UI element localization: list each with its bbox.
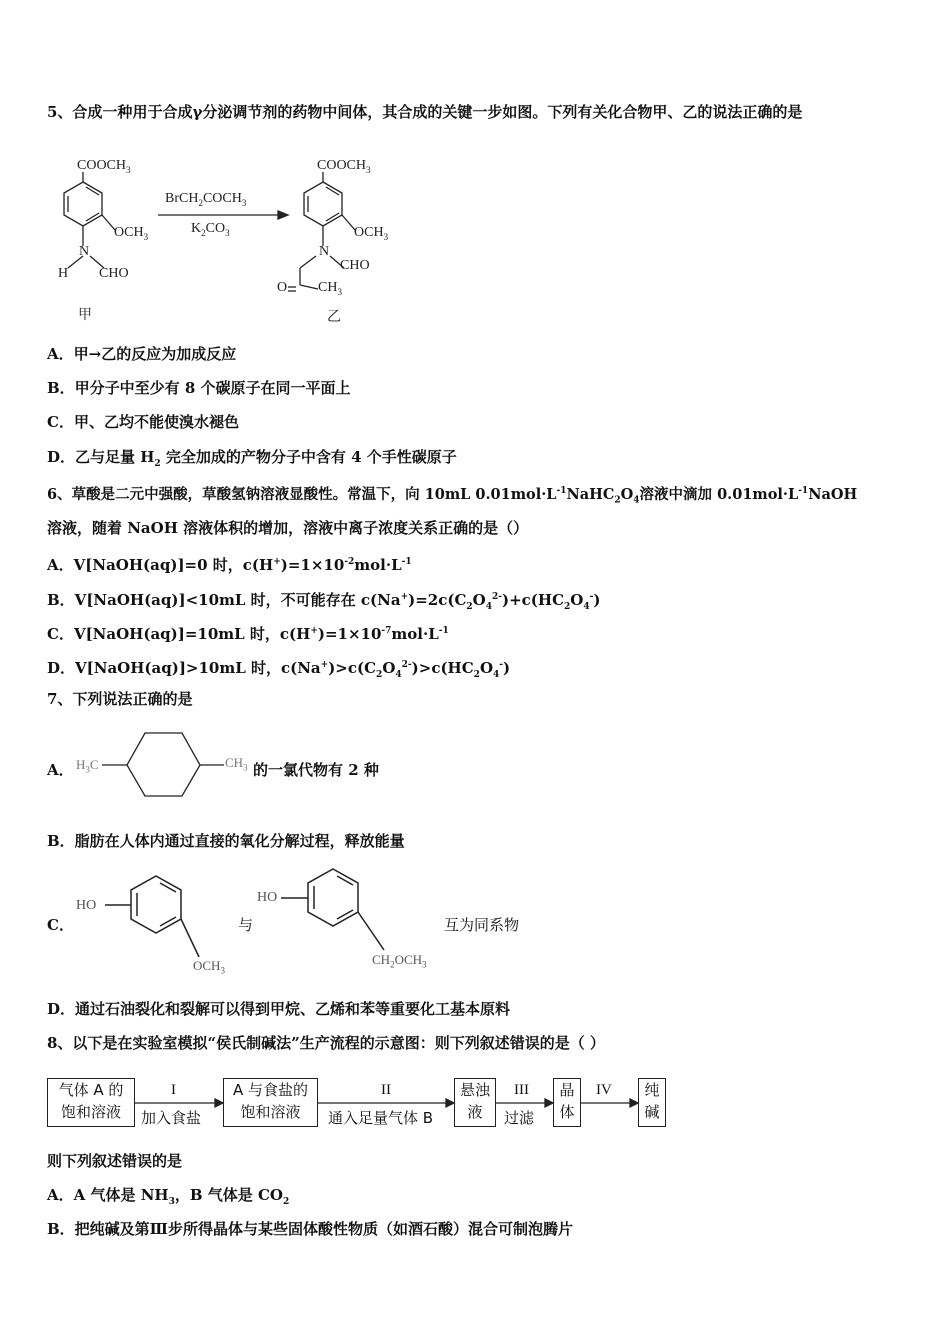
q8-flow-step2-num: II <box>381 1082 391 1098</box>
q8-flow-box-4-line2: 体 <box>559 1103 575 1121</box>
q5-option-b: B．甲分子中至少有 8 个碳原子在同一平面上 <box>47 379 351 397</box>
q7-option-a-ch3: $CH_3$ <box>225 755 248 773</box>
q7-option-c-och3: $OCH_3$ <box>193 958 225 976</box>
q8-flow-step3-text: 过滤 <box>504 1109 535 1127</box>
q8-stem: 8、以下是在实验室模拟“侯氏制碱法”生产流程的示意图：则下列叙述错误的是（ ） <box>47 1034 605 1052</box>
q8-flow-step1-text: 加入食盐 <box>141 1109 202 1127</box>
q8-option-b: B．把纯碱及第Ⅲ步所得晶体与某些固体酸性物质（如酒石酸）混合可制泡腾片 <box>47 1220 573 1238</box>
q6-option-b: B．V[NaOH(aq)]<10mL 时，不可能存在 $c(Na^+)=2c(C_2O_4^{2-})+c(HC_2O_4^-)$ <box>47 591 601 612</box>
q8-flow-box-5-line2: 碱 <box>644 1103 660 1121</box>
q5-right-och3: $OCH_3$ <box>354 225 389 242</box>
q5-label-yi: 乙 <box>327 309 341 325</box>
q5-left-cooch3: $COOCH_3$ <box>77 158 131 175</box>
q7-option-c-text: 互为同系物 <box>444 916 520 934</box>
q5-left-n: N <box>79 244 90 259</box>
q7-option-c-ho1: HO <box>76 898 97 913</box>
q7-option-d: D．通过石油裂化和裂解可以得到甲烷、乙烯和苯等重要化工基本原料 <box>47 1000 511 1018</box>
q5-reagent-top: $BrCH_2COCH_3$ <box>165 191 247 208</box>
q5-stem: 5、合成一种用于合成γ分泌调节剂的药物中间体，其合成的关键一步如图。下列有关化合物甲、乙的说法正确的是 <box>47 103 803 121</box>
q6-stem-line1: 6、草酸是二元中强酸，草酸氢钠溶液显酸性。常温下，向 10mL $0.01mol\cdot L^{-1}NaHC_2O_4$溶液中滴加 $0.01mol\cdot L^{-1}NaOH$ <box>47 485 858 506</box>
q5-left-cho: CHO <box>99 266 129 281</box>
q8-stem2: 则下列叙述错误的是 <box>47 1152 183 1170</box>
q5-right-cho: CHO <box>340 258 370 273</box>
q7-stem: 7、下列说法正确的是 <box>47 690 193 708</box>
q7-option-c-label: C． <box>47 916 74 934</box>
q8-flow-step3-num: III <box>514 1082 529 1098</box>
q6-option-c: C．V[NaOH(aq)]=10mL 时，$c(H^+)=1\times 10^{-7}mol\cdot L^{-1}$ <box>47 625 449 643</box>
q7-option-b: B．脂肪在人体内通过直接的氧化分解过程，释放能量 <box>47 832 405 850</box>
q6-stem-line2: 溶液，随着 NaOH 溶液体积的增加，溶液中离子浓度关系正确的是（） <box>47 519 529 537</box>
q8-flow-step2-text: 通入足量气体 B <box>328 1109 434 1127</box>
q8-flow-box-4-line1: 晶 <box>559 1081 575 1099</box>
q5-left-och3: $OCH_3$ <box>114 225 149 242</box>
q5-right-n: N <box>319 244 330 259</box>
q5-left-h: H <box>58 266 69 281</box>
q8-flow-step1-num: I <box>171 1082 176 1098</box>
q8-flow-box-1-line1: 气体 A 的 <box>58 1081 124 1099</box>
q7-option-c-ho2: HO <box>257 890 278 905</box>
q7-option-c-ch2och3: $CH_2OCH_3$ <box>372 952 427 970</box>
q5-right-ch3: $CH_3$ <box>318 280 342 297</box>
q5-option-d: D．乙与足量 $H_2$ 完全加成的产物分子中含有 4 个手性碳原子 <box>47 448 457 469</box>
q8-flow-box-2-line1: A 与食盐的 <box>232 1081 309 1099</box>
q8-flow-box-3-line2: 液 <box>467 1103 483 1121</box>
q7-option-a-label: A． <box>47 761 74 779</box>
q5-label-jia: 甲 <box>78 307 92 323</box>
q5-reagent-bottom: $K_2CO_3$ <box>191 221 230 238</box>
q5-right-o: O <box>277 280 288 295</box>
q8-flow-step4-num: IV <box>596 1082 612 1098</box>
q8-flow-box-1-line2: 饱和溶液 <box>60 1103 121 1121</box>
q6-option-a: A．V[NaOH(aq)]=0 时，$c(H^+)=1\times 10^{-2}mol\cdot L^{-1}$ <box>47 556 412 574</box>
q5-option-a: A．甲→乙的反应为加成反应 <box>47 345 237 363</box>
q8-flow-box-2-line2: 饱和溶液 <box>240 1103 301 1121</box>
q7-option-c-with: 与 <box>238 916 254 934</box>
q8-flow-box-3-line1: 悬浊 <box>459 1081 490 1099</box>
q6-option-d: D．V[NaOH(aq)]>10mL 时，$c(Na^+)>c(C_2O_4^{2-})>c(HC_2O_4^-)$ <box>47 659 511 680</box>
q8-option-a: A．A 气体是 $NH_3$，B 气体是 $CO_2$ <box>47 1186 290 1207</box>
q5-option-c: C．甲、乙均不能使溴水褪色 <box>47 413 239 431</box>
q7-option-a-h3c: $H_3C$ <box>76 757 99 775</box>
q8-flow-box-5-line1: 纯 <box>644 1081 660 1099</box>
q7-option-a-text: 的一氯代物有 2 种 <box>253 761 379 779</box>
q5-right-cooch3: $COOCH_3$ <box>317 158 371 175</box>
